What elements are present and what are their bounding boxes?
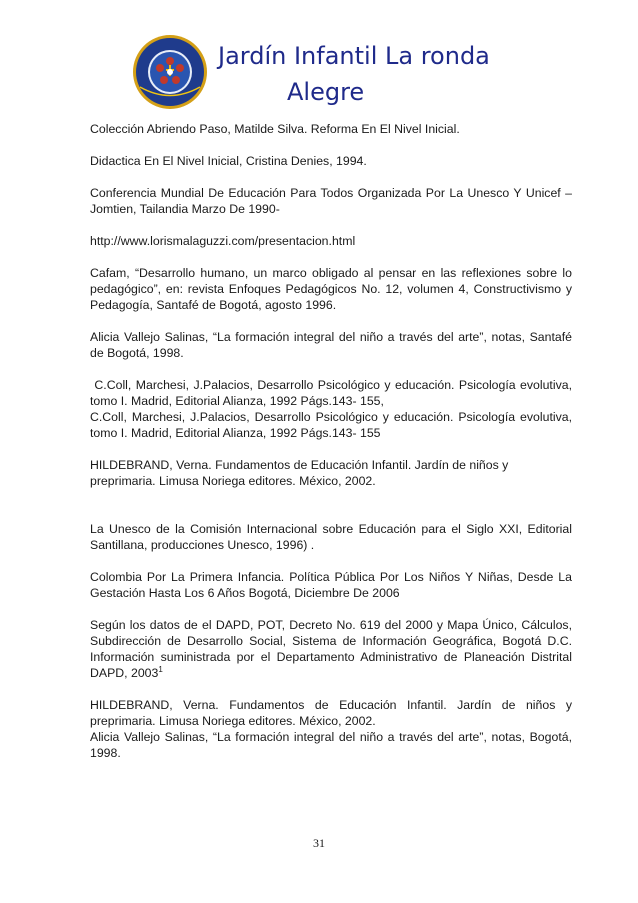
reference-item: C.Coll, Marchesi, J.Palacios, Desarrollo Psicológico y educación. Psicología evolutiva, tomo I. Madrid, Editorial Alianza, 1992 Págs.143- 155 [90,410,572,440]
header-title-line2: Alegre [287,78,365,106]
reference-item: Didactica En El Nivel Inicial, Cristina Denies, 1994. [90,154,367,168]
header-title-line1: Jardín Infantil La ronda [218,42,490,70]
reference-item: La Unesco de la Comisión Internacional sobre Educación para el Siglo XXI, Editorial Santillana, producciones Unesco, 1996) . [90,522,572,552]
reference-item: C.Coll, Marchesi, J.Palacios, Desarrollo Psicológico y educación. Psicología evolutiva, tomo I. Madrid, Editorial Alianza, 1992 Págs.143- 155, [90,378,576,408]
reference-item: Colección Abriendo Paso, Matilde Silva. Reforma En El Nivel Inicial. [90,122,460,136]
footnote-marker: 1 [158,664,163,674]
reference-text: Según los datos de el DAPD, POT, Decreto No. 619 del 2000 y Mapa Único, Cálculos, Subdirección de Desarrollo Social, Sistema de Información Geográfica, Bogotá D.C. Información suministrada por el Departamento Administrativo de Planeación Distrital DAPD, 2003 [90,618,572,680]
reference-link: http://www.lorismalaguzzi.com/presentacion.html [90,234,356,248]
reference-item [90,617,572,681]
reference-item: Alicia Vallejo Salinas, “La formación integral del niño a través del arte”, notas, Santafé de Bogotá, 1998. [90,330,572,360]
reference-item: HILDEBRAND, Verna. Fundamentos de Educación Infantil. Jardín de niños y preprimaria. Limusa Noriega editores. México, 2002. [90,698,572,728]
page-number: 31 [313,836,325,850]
page-header [0,0,638,110]
school-logo [130,32,210,112]
references-list [90,121,576,761]
reference-item: Cafam, “Desarrollo humano, un marco obligado al pensar en las reflexiones sobre lo pedagógico”, en: revista Enfoques Pedagógicos No. 12, volumen 4, Constructivismo y Pedagogía, Santafé de Bogotá, agosto 1996. [90,266,572,312]
reference-item: Alicia Vallejo Salinas, “La formación integral del niño a través del arte”, notas, Bogotá, 1998. [90,730,572,760]
reference-item: Conferencia Mundial De Educación Para Todos Organizada Por La Unesco Y Unicef –Jomtien, Tailandia Marzo De 1990- [90,186,572,216]
reference-item: Colombia Por La Primera Infancia. Política Pública Por Los Niños Y Niñas, Desde La Gestación Hasta Los 6 Años Bogotá, Diciembre De 2006 [90,570,572,600]
reference-item: HILDEBRAND, Verna. Fundamentos de Educación Infantil. Jardín de niños y preprimaria. Limusa Noriega editores. México, 2002. [90,458,509,488]
